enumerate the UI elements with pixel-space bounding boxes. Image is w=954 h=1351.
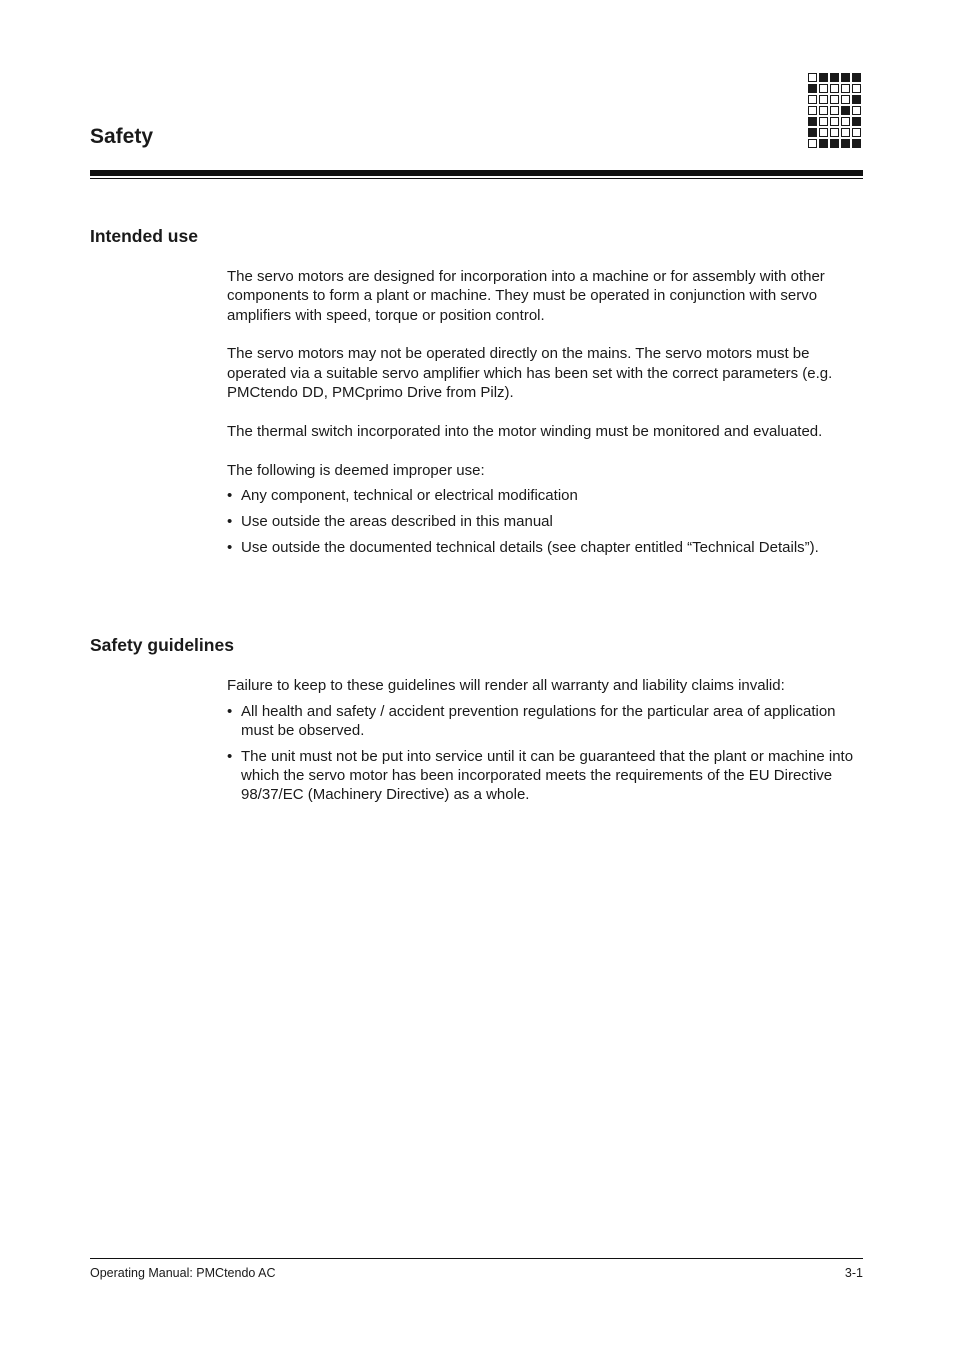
logo-cell: [852, 117, 861, 126]
logo-cell: [808, 117, 817, 126]
bullet-list-improper-use: [227, 486, 863, 557]
logo-cell: [830, 139, 839, 148]
logo-cell: [830, 95, 839, 104]
logo-cell: [808, 106, 817, 115]
header-rule-thin: [90, 178, 863, 179]
bullet-icon: •: [227, 702, 233, 720]
logo-cell: [841, 106, 850, 115]
paragraph: The following is deemed improper use:: [227, 461, 485, 479]
list-item: [227, 512, 863, 531]
logo-cell: [819, 73, 828, 82]
header-rule-thick: [90, 170, 863, 176]
logo-cell: [852, 84, 861, 93]
paragraph: Failure to keep to these guidelines will render all warranty and liability claims invalid:: [227, 677, 785, 694]
logo-cell: [841, 117, 850, 126]
section-heading-intended-use: Intended use: [90, 226, 198, 246]
logo-cell: [830, 84, 839, 93]
bullet-list-guidelines: [227, 702, 863, 805]
footer-page-number: 3-1: [844, 1266, 863, 1280]
logo-cell: [819, 95, 828, 104]
page-title: Safety: [90, 125, 154, 148]
logo-cell: [852, 139, 861, 148]
logo-cell: [808, 73, 817, 82]
logo-cell: [830, 106, 839, 115]
bullet-icon: •: [227, 538, 233, 556]
logo-cell: [830, 117, 839, 126]
list-item-text: Use outside the areas described in this manual: [241, 513, 553, 531]
list-item: [227, 486, 863, 505]
footer-rule: [90, 1258, 863, 1259]
logo-cell: [819, 117, 828, 126]
logo-cell: [819, 84, 828, 93]
paragraph: The servo motors may not be operated directly on the mains. The servo motors must be operated via a suitable servo amplifier which has been set with the correct parameters (e.g. PMCtendo DD, PMCprimo Drive from Pilz).: [227, 345, 833, 401]
bullet-icon: •: [227, 513, 233, 531]
bullet-icon: •: [227, 487, 233, 505]
paragraph: The thermal switch incorporated into the motor winding must be monitored and evaluated.: [227, 422, 823, 440]
paragraph: The servo motors are designed for incorporation into a machine or for assembly with other components to form a plant or machine. They must be operated in conjunction with servo amplifiers with speed, torque or position control.: [227, 268, 825, 324]
logo-cell: [808, 128, 817, 137]
section-body-intended-use: [227, 267, 863, 557]
logo-cell: [841, 128, 850, 137]
logo-cell: [819, 128, 828, 137]
logo-cell: [841, 73, 850, 82]
list-item-text: Use outside the documented technical details (see chapter entitled “Technical Details”).: [241, 538, 819, 556]
bullet-icon: •: [227, 747, 233, 765]
logo-cell: [841, 95, 850, 104]
list-item-text: All health and safety / accident prevention regulations for the particular area of application must be observed.: [241, 702, 836, 740]
logo-cell: [819, 106, 828, 115]
company-logo-grid: [808, 73, 864, 151]
logo-cell: [841, 139, 850, 148]
logo-cell: [808, 84, 817, 93]
logo-cell: [819, 139, 828, 148]
logo-cell: [830, 73, 839, 82]
section-body-safety-guidelines: [227, 676, 863, 805]
list-item-text: Any component, technical or electrical modification: [241, 487, 578, 505]
logo-cell: [852, 73, 861, 82]
footer-document-title: Operating Manual: PMCtendo AC: [90, 1266, 276, 1280]
list-item: [227, 747, 863, 805]
logo-cell: [808, 139, 817, 148]
logo-cell: [852, 128, 861, 137]
logo-cell: [852, 95, 861, 104]
logo-cell: [852, 106, 861, 115]
logo-cell: [808, 95, 817, 104]
list-item-text: The unit must not be put into service until it can be guaranteed that the plant or machine into which the servo motor has been incorporated meets the requirements of the EU Directive 98/37/EC (Machinery Directive) as a whole.: [241, 747, 854, 804]
list-item: [227, 538, 863, 557]
section-heading-safety-guidelines: Safety guidelines: [90, 635, 234, 655]
logo-cell: [830, 128, 839, 137]
logo-cell: [841, 84, 850, 93]
list-item: [227, 702, 863, 741]
